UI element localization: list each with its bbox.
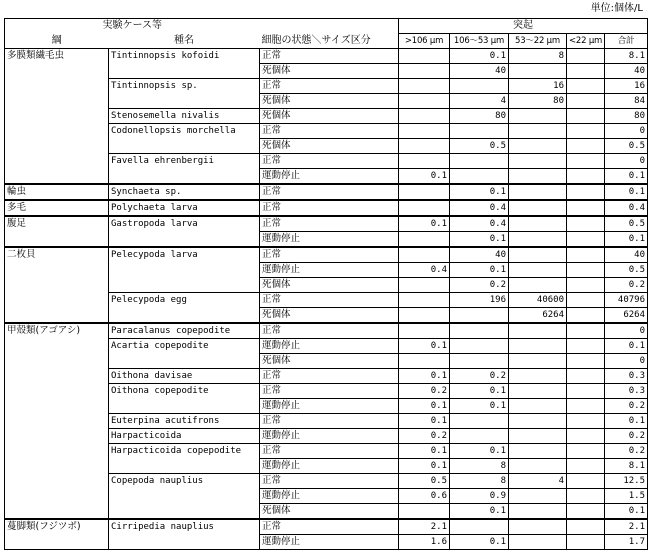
value-cell bbox=[399, 323, 450, 339]
class-cell: 蔓脚類(フジツボ) bbox=[5, 519, 109, 550]
table-row bbox=[5, 323, 648, 339]
table-row bbox=[5, 519, 648, 535]
value-cell bbox=[399, 354, 450, 369]
value-cell bbox=[399, 64, 450, 79]
total-cell: 0 bbox=[605, 323, 648, 339]
value-cell bbox=[509, 384, 567, 399]
total-cell: 6264 bbox=[605, 308, 648, 324]
class-cell: 二枚貝 bbox=[5, 247, 109, 323]
value-cell bbox=[450, 169, 509, 185]
state-cell: 運動停止 bbox=[260, 429, 399, 444]
table-row bbox=[5, 200, 648, 216]
state-cell: 正常 bbox=[260, 79, 399, 94]
state-cell: 正常 bbox=[260, 384, 399, 399]
value-cell bbox=[509, 139, 567, 154]
value-cell: 0.1 bbox=[450, 232, 509, 248]
header-total: 合計 bbox=[605, 34, 648, 49]
value-cell bbox=[567, 263, 605, 278]
value-cell bbox=[567, 293, 605, 308]
value-cell bbox=[450, 429, 509, 444]
state-cell: 運動停止 bbox=[260, 459, 399, 474]
value-cell: 8 bbox=[450, 474, 509, 489]
total-cell: 0.2 bbox=[605, 399, 648, 414]
species-cell: Tintinnopsis kofoidi bbox=[109, 49, 260, 79]
total-cell: 0.2 bbox=[605, 444, 648, 459]
value-cell bbox=[567, 169, 605, 185]
value-cell bbox=[567, 94, 605, 109]
state-cell: 運動停止 bbox=[260, 232, 399, 248]
value-cell bbox=[399, 293, 450, 308]
value-cell bbox=[399, 184, 450, 200]
total-cell: 0 bbox=[605, 124, 648, 139]
value-cell: 196 bbox=[450, 293, 509, 308]
value-cell bbox=[567, 79, 605, 94]
value-cell bbox=[509, 339, 567, 354]
total-cell: 0.1 bbox=[605, 169, 648, 185]
value-cell: 0.2 bbox=[399, 384, 450, 399]
value-cell bbox=[399, 139, 450, 154]
value-cell bbox=[567, 369, 605, 384]
state-cell: 運動停止 bbox=[260, 263, 399, 278]
total-cell: 0.2 bbox=[605, 278, 648, 293]
value-cell bbox=[399, 504, 450, 520]
value-cell: 8 bbox=[450, 459, 509, 474]
value-cell bbox=[509, 216, 567, 232]
species-cell: Oithona davisae bbox=[109, 369, 260, 384]
value-cell bbox=[399, 154, 450, 169]
value-cell bbox=[509, 444, 567, 459]
value-cell: 0.2 bbox=[450, 369, 509, 384]
value-cell bbox=[450, 124, 509, 139]
value-cell: 0.9 bbox=[450, 489, 509, 504]
value-cell bbox=[567, 444, 605, 459]
value-cell: 0.4 bbox=[450, 200, 509, 216]
state-cell: 正常 bbox=[260, 444, 399, 459]
value-cell: 0.1 bbox=[399, 414, 450, 429]
total-cell: 0.1 bbox=[605, 339, 648, 354]
total-cell: 0 bbox=[605, 354, 648, 369]
value-cell bbox=[509, 414, 567, 429]
state-cell: 正常 bbox=[260, 200, 399, 216]
value-cell: 0.1 bbox=[450, 399, 509, 414]
value-cell bbox=[567, 399, 605, 414]
value-cell: 80 bbox=[450, 109, 509, 124]
header-tosshutsu: 突起 bbox=[399, 19, 648, 34]
state-cell: 運動停止 bbox=[260, 489, 399, 504]
header-row-1 bbox=[5, 19, 648, 34]
table-row bbox=[5, 216, 648, 232]
state-cell: 運動停止 bbox=[260, 169, 399, 185]
value-cell bbox=[567, 278, 605, 293]
value-cell bbox=[567, 109, 605, 124]
value-cell bbox=[509, 519, 567, 535]
value-cell: 4 bbox=[509, 474, 567, 489]
total-cell: 0.1 bbox=[605, 232, 648, 248]
species-cell: Gastropoda larva bbox=[109, 216, 260, 247]
total-cell: 0.4 bbox=[605, 200, 648, 216]
value-cell bbox=[509, 504, 567, 520]
total-cell: 40796 bbox=[605, 293, 648, 308]
value-cell: 0.5 bbox=[450, 139, 509, 154]
value-cell bbox=[450, 414, 509, 429]
state-cell: 死個体 bbox=[260, 109, 399, 124]
total-cell: 0.5 bbox=[605, 216, 648, 232]
value-cell: 8 bbox=[509, 49, 567, 64]
state-cell: 死個体 bbox=[260, 308, 399, 324]
species-cell: Pelecypoda larva bbox=[109, 247, 260, 293]
value-cell bbox=[450, 519, 509, 535]
value-cell bbox=[509, 184, 567, 200]
value-cell bbox=[567, 339, 605, 354]
value-cell bbox=[509, 109, 567, 124]
species-cell: Harpacticoida copepodite bbox=[109, 444, 260, 474]
value-cell bbox=[509, 323, 567, 339]
header-size-3: 53〜22 μm bbox=[509, 34, 567, 49]
class-cell: 腹足 bbox=[5, 216, 109, 247]
total-cell: 0.1 bbox=[605, 504, 648, 520]
state-cell: 正常 bbox=[260, 414, 399, 429]
value-cell bbox=[509, 399, 567, 414]
header-size-4: <22 μm bbox=[567, 34, 605, 49]
value-cell bbox=[567, 429, 605, 444]
total-cell: 40 bbox=[605, 247, 648, 263]
unit-label: 単位:個体/L bbox=[590, 3, 643, 14]
value-cell bbox=[509, 459, 567, 474]
value-cell bbox=[399, 124, 450, 139]
value-cell bbox=[399, 200, 450, 216]
class-cell: 多膜類繊毛虫 bbox=[5, 49, 109, 185]
value-cell: 0.4 bbox=[399, 263, 450, 278]
total-cell: 1.7 bbox=[605, 535, 648, 550]
total-cell: 0.1 bbox=[605, 184, 648, 200]
value-cell: 0.2 bbox=[450, 278, 509, 293]
value-cell: 0.5 bbox=[399, 474, 450, 489]
value-cell bbox=[399, 109, 450, 124]
state-cell: 死個体 bbox=[260, 139, 399, 154]
value-cell bbox=[567, 323, 605, 339]
state-cell: 正常 bbox=[260, 216, 399, 232]
total-cell: 0.3 bbox=[605, 384, 648, 399]
species-cell: Pelecypoda egg bbox=[109, 293, 260, 324]
value-cell bbox=[399, 308, 450, 324]
value-cell bbox=[509, 535, 567, 550]
value-cell bbox=[567, 504, 605, 520]
class-cell: 輪虫 bbox=[5, 184, 109, 200]
value-cell bbox=[399, 94, 450, 109]
value-cell bbox=[509, 64, 567, 79]
total-cell: 8.1 bbox=[605, 49, 648, 64]
value-cell: 40 bbox=[450, 64, 509, 79]
value-cell bbox=[399, 49, 450, 64]
value-cell bbox=[509, 263, 567, 278]
value-cell: 0.6 bbox=[399, 489, 450, 504]
value-cell bbox=[567, 200, 605, 216]
value-cell bbox=[509, 489, 567, 504]
value-cell bbox=[509, 354, 567, 369]
value-cell bbox=[567, 139, 605, 154]
species-cell: Harpacticoida bbox=[109, 429, 260, 444]
state-cell: 正常 bbox=[260, 323, 399, 339]
value-cell bbox=[399, 247, 450, 263]
state-cell: 死個体 bbox=[260, 94, 399, 109]
value-cell bbox=[567, 308, 605, 324]
header-title: 実験ケース等 bbox=[5, 19, 260, 34]
total-cell: 84 bbox=[605, 94, 648, 109]
species-cell: Polychaeta larva bbox=[109, 200, 260, 216]
state-cell: 運動停止 bbox=[260, 535, 399, 550]
species-cell: Tintinnopsis sp. bbox=[109, 79, 260, 109]
species-cell: Euterpina acutifrons bbox=[109, 414, 260, 429]
value-cell bbox=[509, 200, 567, 216]
value-cell: 16 bbox=[509, 79, 567, 94]
value-cell bbox=[399, 278, 450, 293]
state-cell: 正常 bbox=[260, 154, 399, 169]
state-cell: 正常 bbox=[260, 124, 399, 139]
species-cell: Favella ehrenbergii bbox=[109, 154, 260, 185]
header-row-2 bbox=[5, 34, 648, 49]
value-cell bbox=[450, 339, 509, 354]
value-cell: 0.4 bbox=[450, 216, 509, 232]
species-cell: Paracalanus copepodite bbox=[109, 323, 260, 339]
state-cell: 死個体 bbox=[260, 354, 399, 369]
value-cell bbox=[567, 414, 605, 429]
species-cell: Copepoda nauplius bbox=[109, 474, 260, 520]
value-cell: 6264 bbox=[509, 308, 567, 324]
total-cell: 80 bbox=[605, 109, 648, 124]
value-cell: 0.1 bbox=[399, 216, 450, 232]
state-cell: 正常 bbox=[260, 184, 399, 200]
header-state: 細胞の状態＼サイズ区分 bbox=[260, 34, 399, 49]
header-class: 綱 bbox=[5, 34, 109, 49]
value-cell bbox=[509, 429, 567, 444]
total-cell: 0.2 bbox=[605, 429, 648, 444]
value-cell bbox=[567, 459, 605, 474]
state-cell: 正常 bbox=[260, 369, 399, 384]
value-cell bbox=[567, 184, 605, 200]
value-cell bbox=[567, 384, 605, 399]
value-cell bbox=[567, 232, 605, 248]
value-cell bbox=[567, 489, 605, 504]
total-cell: 0.3 bbox=[605, 369, 648, 384]
value-cell bbox=[567, 519, 605, 535]
total-cell: 16 bbox=[605, 79, 648, 94]
species-cell: Oithona copepodite bbox=[109, 384, 260, 414]
value-cell bbox=[567, 64, 605, 79]
results-table bbox=[4, 18, 648, 550]
value-cell: 0.1 bbox=[450, 384, 509, 399]
state-cell: 正常 bbox=[260, 474, 399, 489]
value-cell: 0.1 bbox=[450, 184, 509, 200]
value-cell bbox=[567, 154, 605, 169]
total-cell: 40 bbox=[605, 64, 648, 79]
value-cell bbox=[567, 535, 605, 550]
header-species: 種名 bbox=[109, 34, 260, 49]
table-row bbox=[5, 49, 648, 64]
value-cell bbox=[399, 232, 450, 248]
table-body bbox=[5, 49, 648, 550]
value-cell bbox=[509, 169, 567, 185]
value-cell bbox=[399, 79, 450, 94]
value-cell bbox=[567, 49, 605, 64]
state-cell: 正常 bbox=[260, 247, 399, 263]
value-cell bbox=[567, 354, 605, 369]
value-cell: 0.1 bbox=[399, 369, 450, 384]
value-cell bbox=[509, 247, 567, 263]
value-cell bbox=[450, 154, 509, 169]
value-cell: 0.1 bbox=[450, 49, 509, 64]
value-cell: 80 bbox=[509, 94, 567, 109]
value-cell bbox=[567, 474, 605, 489]
value-cell: 0.1 bbox=[399, 459, 450, 474]
value-cell bbox=[509, 124, 567, 139]
state-cell: 運動停止 bbox=[260, 399, 399, 414]
value-cell: 2.1 bbox=[399, 519, 450, 535]
value-cell bbox=[450, 79, 509, 94]
class-cell: 多毛 bbox=[5, 200, 109, 216]
total-cell: 8.1 bbox=[605, 459, 648, 474]
value-cell: 0.1 bbox=[450, 535, 509, 550]
value-cell: 0.1 bbox=[399, 399, 450, 414]
value-cell bbox=[450, 308, 509, 324]
header-size-2: 106〜53 μm bbox=[450, 34, 509, 49]
value-cell bbox=[567, 247, 605, 263]
state-cell: 死個体 bbox=[260, 278, 399, 293]
value-cell: 4 bbox=[450, 94, 509, 109]
value-cell: 1.6 bbox=[399, 535, 450, 550]
species-cell: Acartia copepodite bbox=[109, 339, 260, 369]
value-cell: 0.1 bbox=[399, 444, 450, 459]
state-cell: 死個体 bbox=[260, 64, 399, 79]
value-cell bbox=[450, 323, 509, 339]
value-cell: 0.1 bbox=[399, 169, 450, 185]
class-cell: 甲殻類(アゴアシ) bbox=[5, 323, 109, 519]
state-cell: 運動停止 bbox=[260, 339, 399, 354]
total-cell: 0 bbox=[605, 154, 648, 169]
value-cell bbox=[567, 216, 605, 232]
species-cell: Stenosemella nivalis bbox=[109, 109, 260, 124]
value-cell bbox=[509, 232, 567, 248]
table-row bbox=[5, 184, 648, 200]
value-cell bbox=[509, 278, 567, 293]
state-cell: 正常 bbox=[260, 49, 399, 64]
species-cell: Synchaeta sp. bbox=[109, 184, 260, 200]
state-cell: 正常 bbox=[260, 519, 399, 535]
value-cell bbox=[450, 354, 509, 369]
total-cell: 0.5 bbox=[605, 139, 648, 154]
value-cell: 40600 bbox=[509, 293, 567, 308]
value-cell bbox=[509, 154, 567, 169]
value-cell bbox=[509, 369, 567, 384]
total-cell: 12.5 bbox=[605, 474, 648, 489]
value-cell: 0.1 bbox=[450, 263, 509, 278]
species-cell: Codonellopsis morchella bbox=[109, 124, 260, 154]
value-cell: 0.2 bbox=[399, 429, 450, 444]
value-cell: 0.1 bbox=[450, 504, 509, 520]
value-cell: 40 bbox=[450, 247, 509, 263]
state-cell: 正常 bbox=[260, 293, 399, 308]
value-cell bbox=[567, 124, 605, 139]
header-blank bbox=[260, 19, 399, 34]
value-cell: 0.1 bbox=[399, 339, 450, 354]
species-cell: Cirripedia nauplius bbox=[109, 519, 260, 550]
state-cell: 死個体 bbox=[260, 504, 399, 520]
value-cell: 0.1 bbox=[450, 444, 509, 459]
total-cell: 1.5 bbox=[605, 489, 648, 504]
table-row bbox=[5, 247, 648, 263]
total-cell: 2.1 bbox=[605, 519, 648, 535]
total-cell: 0.1 bbox=[605, 414, 648, 429]
header-size-1: >106 μm bbox=[399, 34, 450, 49]
total-cell: 0.5 bbox=[605, 263, 648, 278]
